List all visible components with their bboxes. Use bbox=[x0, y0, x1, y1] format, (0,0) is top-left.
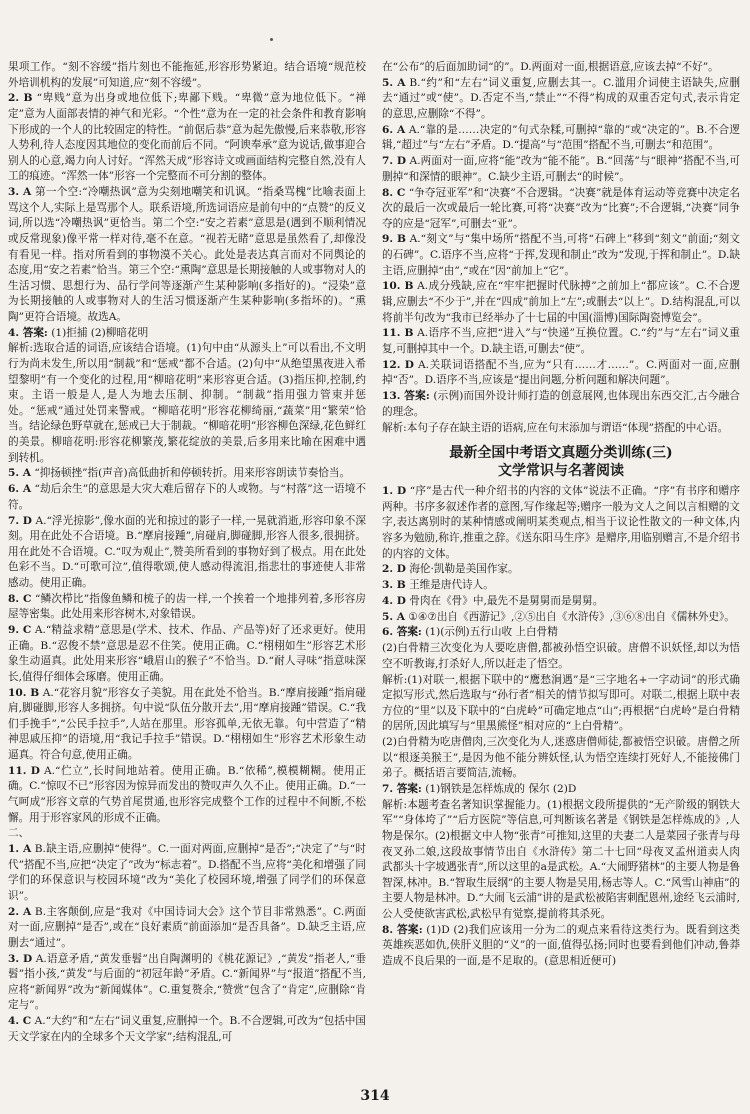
question-number: 2. B bbox=[8, 92, 33, 105]
right-column-top bbox=[382, 60, 740, 436]
answer-paragraph bbox=[382, 625, 740, 641]
answer-paragraph bbox=[382, 735, 740, 782]
question-number: 2. A bbox=[8, 905, 32, 918]
answer-text: (1)(示例)五行山收 上白骨精 bbox=[425, 626, 558, 639]
answer-paragraph bbox=[382, 279, 740, 326]
question-number: 9. C bbox=[8, 624, 32, 637]
answer-text: “序”是古代一种介绍书的内容的文体”说法不正确。“序”有书序和赠序两种。书序多叙述作者的意图,写作缘起等;赠序一般为文人之间以言相赠的文字,表达离别时的某种情感或阐明某类观点,相当于议论性散文的一种文体,内容多为勉励,称许,推重之辞。《送东阳马生序》是赠序,用临别赠言,不是介绍书的内容的文体。 bbox=[382, 485, 740, 560]
question-number: 6. A bbox=[8, 483, 32, 496]
right-column bbox=[382, 60, 740, 970]
answer-text: A.“大约”和“左右”词义重复,应删掉一个。B.不合逻辑,可改为“包括中国天文学家在内的全球多个天文学家”;结构混乱,可 bbox=[8, 1015, 366, 1043]
answer-paragraph bbox=[8, 905, 366, 952]
answer-paragraph bbox=[382, 594, 740, 610]
answer-paragraph bbox=[8, 326, 366, 342]
answer-text: 解析:(1)对联一,根据下联中的“鹰愁涧遇”是“三字地名+一字动词”的形式确定拟写形式,然后选取与“孙行者”相关的情节拟写即可。对联二,根据上联中表方位的“里”以及下联中的“白虎岭”可确定地点“山”;再根据“白虎岭”是白骨精的居所,因此填写与“里黑熊怪”相对应的“上白骨精”。 bbox=[382, 673, 740, 733]
question-number: 7. D bbox=[8, 514, 32, 527]
answer-text: A.语序不当,应把“进入”与“快递”互换位置。C.“约”与“左右”词义重复,可删掉其中一个。D.缺主语,可删去“使”。 bbox=[382, 327, 740, 355]
answer-text: B.主客颠倒,应是“我对《中国诗词大会》这个节目非常熟悉”。C.两面对一面,应删掉“是否”,或在“良好素质”前面添加“是否具备”。D.缺乏主语,应删去“通过”。 bbox=[8, 905, 366, 949]
left-column bbox=[8, 60, 366, 1046]
answer-text: (2)白骨精为吃唐僧肉,三次变化为人,迷惑唐僧师徒,都被悟空识破。唐僧之所以“根逐美猴王”,是因为他不能分辨妖怪,认为悟空连续打死好人,不能接佛门弟子。概括语言要简洁,流畅。 bbox=[382, 736, 740, 780]
answer-paragraph bbox=[382, 421, 740, 437]
question-number: 7. D bbox=[382, 155, 407, 168]
answer-text: A.“花容月貌”形容女子美貌。用在此处不恰当。B.“摩肩接踵”指肩碰肩,脚碰脚,形容人多拥挤。句中说“队伍分散开去”,用“摩肩接踵”错误。C.“我们手挽手”,“公民手拉手”,人站在那里。形容孤单,无依无靠。句中营造了“精神思戚压抑”的语境,用“我记手拉手”错误。D.“栩栩如生”形容艺术形象生动逼真。符合句意,使用正确。 bbox=[8, 686, 366, 761]
answer-text: 在“公布”的后面加助词“的”。D.两面对一面,根据语意,应该去掉“不好”。 bbox=[382, 61, 719, 73]
answer-text: B.“约”和“左右”词义重复,应删去其一。C.滥用介词使主语缺失,应删去“通过”或“使”。D.否定不当,“禁止”“不得”构成的双重否定句式,表示肯定的意思,应删除“不得”。 bbox=[382, 76, 740, 120]
answer-text: “鳞次栉比”指像鱼鳞和梳子的齿一样,一个挨着一个地排列着,多形容房屋等密集。此处用来形容树木,对象错误。 bbox=[8, 592, 366, 621]
question-number: 7. 答案: bbox=[382, 783, 422, 796]
answer-paragraph bbox=[382, 154, 740, 185]
answer-text: (1)钢铁是怎样炼成的 保尔 (2)D bbox=[425, 783, 577, 796]
answer-paragraph bbox=[382, 389, 740, 420]
answer-paragraph bbox=[382, 186, 740, 233]
answer-paragraph bbox=[8, 592, 366, 623]
answer-text: “争夺冠亚军”和“决赛”不合逻辑。“决赛”就是体育运动等竞赛中决定名次的最后一次或最后一轮比赛,可将“决赛”改为“比赛”;不合逻辑,“决赛”同争夺的应是“冠军”,可删去“亚”。 bbox=[382, 186, 740, 230]
answer-text: A.“靠的是……决定的”句式杂糅,可删掉“靠的”或“决定的”。B.不合逻辑,“超过”与“左右”矛盾。D.“提高”与“范围”搭配不当,可删去“和范围”。 bbox=[382, 123, 740, 152]
answer-paragraph bbox=[382, 578, 740, 594]
answer-text: 海伦·凯勒是美国作家。 bbox=[409, 563, 519, 576]
answer-paragraph bbox=[382, 923, 740, 970]
answer-paragraph bbox=[382, 326, 740, 357]
answer-text: A.“精益求精”意思是(学术、技术、作品、产品等)好了还求更好。使用正确。B.“忍俊不禁”意思是忍不住笑。使用正确。C.“栩栩如生”形容艺术形象生动逼真。此处用来形容“峨眉山的猴子”不恰当。D.“耐人寻味”指意味深长,值得仔细体会琢磨。使用正确。 bbox=[8, 624, 366, 683]
question-number: 9. B bbox=[382, 233, 406, 246]
answer-paragraph bbox=[382, 232, 740, 279]
answer-text: B.缺主语,应删掉“使得”。C.一面对两面,应删掉“是否”;“决定了”与“时代”搭配不当,应把“决定了”改为“标志着”。D.搭配不当,应将“美化和增强了同学们的环保意识与校园环境”改为“美化了校园环境,增强了同学们的环保意识”。 bbox=[8, 843, 367, 902]
answer-text: ①④⑦出自《西游记》,②⑤出自《水浒传》,③⑥⑧出自《儒林外史》。 bbox=[408, 610, 735, 623]
question-number: 5. A bbox=[382, 610, 405, 623]
answer-paragraph bbox=[8, 842, 366, 904]
answer-text: A.“浮光掠影”,像水面的光和掠过的影子一样,一晃就消逝,形容印象不深刻。用在此处不合语境。B.“摩肩接踵”,肩碰肩,脚碰脚,形容人很多,很拥挤。用在此处不合语境。C.“叹为观止”,赞美所看到的事物好到了极点。用在此处色彩不当。D.“可歌可泣”,值得歌颂,使人感动得流泪,指悲壮的事迹使人非常感动。使用正确。 bbox=[8, 514, 366, 589]
answer-text: (1)拒捕 (2)柳暗花明 bbox=[51, 326, 149, 339]
answer-paragraph bbox=[8, 466, 366, 482]
answer-paragraph bbox=[8, 185, 366, 325]
answer-paragraph bbox=[8, 91, 366, 185]
question-number: 6. 答案: bbox=[382, 626, 422, 639]
answer-text: 王维是唐代诗人。 bbox=[409, 579, 494, 592]
answer-text: (示例)而国外设计师打造的创意展网,也体现出东西交汇,古今融合的理念。 bbox=[382, 390, 740, 418]
answer-text: 骨肉在《骨》中,最先不是舅舅而是舅舅。 bbox=[409, 594, 604, 607]
answer-paragraph bbox=[382, 484, 740, 562]
question-number: 13. 答案: bbox=[382, 390, 430, 403]
answer-text: 第一个空:“冷嘲热讽”意为尖刻地嘲笑和讥讽。“指桑骂槐”比喻表面上骂这个人,实际上是骂那个人。联系语境,所选词语应是前句中的“点赞”的反义词,所以选“冷嘲热讽”更恰当。第二个空:“安之若素”意思是(遇到不顺利情况或反常现象)像平常一样对待,毫不在意。“视若无睹”意思是虽然看了,却像没有看见一样。指对所看到的事物漠不关心。此处是表达真言而对不同舆论的态度,用“安之若素”恰当。第三个空:“熏陶”意思是长期接触的人或事物对人的生活习惯、思想行为、品行学问等逐渐产生某种影响(多指好的)。“浸染”意为长期接触的人或事物对人的生活习惯逐渐产生某种影响(多指坏的)。“熏陶”更符合语境。故选A。 bbox=[8, 186, 366, 323]
page-number: 314 bbox=[360, 1088, 390, 1104]
question-number: 8. C bbox=[8, 592, 32, 605]
answer-text: A.“伫立”,长时间地站着。使用正确。B.“依稀”,模模糊糊。使用正确。C.“惊叹不已”形容因为惊异而发出的赞叹声久久不止。使用正确。D.“一气呵成”形容文章的气势首尾贯通,也形容完成整个工作的过程中不间断,不松懈。用于形容家风的形成不正确。 bbox=[8, 764, 366, 824]
answer-text: 果项工作。“刻不容缓”指片刻也不能拖延,形容形势紧迫。结合语境“规范校外培训机构的发展”可知道,应“刻不容缓”。 bbox=[8, 61, 366, 89]
answer-paragraph bbox=[8, 60, 366, 91]
answer-text: (2)白骨精三次变化为人要吃唐僧,都被孙悟空识破。唐僧不识妖怪,却以为悟空不听教诲,打杀好人,所以赶走了悟空。 bbox=[382, 642, 740, 670]
question-number: 5. A bbox=[8, 467, 31, 480]
answer-paragraph bbox=[8, 764, 366, 826]
answer-paragraph bbox=[382, 798, 740, 923]
question-number: 5. A bbox=[382, 76, 406, 89]
answer-paragraph bbox=[8, 1014, 366, 1045]
question-number: 8. 答案: bbox=[382, 923, 423, 936]
section-subtitle: 文学常识与名著阅读 bbox=[498, 463, 624, 480]
answer-paragraph bbox=[8, 482, 366, 513]
question-number: 3. A bbox=[8, 186, 32, 199]
answer-paragraph bbox=[382, 123, 740, 154]
answer-paragraph bbox=[8, 623, 366, 685]
question-number: 6. A bbox=[382, 123, 406, 136]
answer-paragraph bbox=[382, 782, 740, 798]
answer-text: 解析:选取合适的词语,应该结合语境。(1)句中由“从源头上”可以看出,不文明行为尚未发生,所以用“制裁”和“惩戒”都不合适。(2)句中“从绝望黑夜进入希望黎明”有一个变化的过程,用“柳暗花明”来形容更合适。(3)指压抑,控制,约束。主语一般是人,是人为地去压制、抑制。“制裁”指用强力管束并惩处。“惩戒”通过处罚来警戒。“柳暗花明”形容花柳绮丽,“蔬菜”用“繁荣”恰当。结论绿色野草就在,惩戒已大于制裁。“柳暗花明”形容柳色深绿,花色鲜红的美景。柳暗花明:形容花柳繁茂,繁花绽放的美景,后多用来比喻在困难中遇到转机。 bbox=[8, 342, 366, 464]
question-number: 4. 答案: bbox=[8, 326, 48, 339]
answer-paragraph bbox=[8, 514, 366, 592]
answer-paragraph bbox=[382, 641, 740, 672]
answer-text: “抑扬顿挫”指(声音)高低曲折和停顿转折。用来形容朗读节奏恰当。 bbox=[34, 467, 351, 480]
right-column-bottom bbox=[382, 484, 740, 969]
answer-text: 二、 bbox=[8, 827, 30, 840]
question-number: 11. D bbox=[8, 764, 40, 777]
answer-text: A.关联词语搭配不当,应为“只有……才……”。C.两面对一面,应删掉“否”。D.语序不当,应该是“提出问题,分析问题和解决问题”。 bbox=[382, 358, 740, 387]
answer-paragraph bbox=[382, 76, 740, 123]
question-number: 12. D bbox=[382, 358, 414, 371]
answer-text: “卑贱”意为出身或地位低下;卑鄙下贱。“卑微”意为地位低下。“禅定”意为人面部表情的神气和光彩。“个性”意为在一定的社会条件和教育影响下形成的一个人的比较固定的特性。“前倨后恭”意为起先傲慢,后来恭敬,形容人势利,待人态度因其地位的变化而前后不同。“阿谀奉承”意为说话,做事迎合别人的心意,竭力向人讨好。“浑然天成”形容诗文或画面结构完整自然,没有人工的痕迹。“浑然一体”形容一个完整而不可分割的整体。 bbox=[8, 92, 367, 183]
answer-text: A.两面对一面,应将“能”改为“能不能”。B.“回荡”与“眼神”搭配不当,可删掉“和深情的眼神”。C.缺少主语,可删去“的时候”。 bbox=[382, 155, 740, 183]
section-title: 最新全国中考语文真题分类训练(三) bbox=[449, 445, 673, 462]
answer-paragraph bbox=[382, 610, 740, 626]
question-number: 3. D bbox=[8, 952, 33, 965]
answer-text: A.语意矛盾,“黄发垂髫”出自陶渊明的《桃花源记》,“黄发”指老人,“垂髫”指小孩,“黄发”与后面的“初冠年龄”矛盾。C.“新闻界”与“报道”搭配不当,应将“新闻界”改为“新闻媒体”。C.重复赘余,“赞赏”包含了“肯定”,应删除“肯定与”。 bbox=[8, 952, 367, 1012]
scan-speck bbox=[270, 38, 273, 41]
question-number: 10. B bbox=[8, 686, 40, 699]
answer-text: 解析:本句子存在缺主语的语病,应在句末添加与谓语“体现”搭配的中心语。 bbox=[382, 421, 729, 434]
answer-paragraph bbox=[382, 673, 740, 735]
answer-paragraph bbox=[8, 952, 366, 1014]
answer-text: “劫后余生”的意思是大灾大难后留存下的人或物。与“村落”这一语境不符。 bbox=[8, 483, 366, 511]
question-number: 3. B bbox=[382, 579, 406, 592]
question-number: 1. D bbox=[382, 485, 407, 498]
answer-paragraph bbox=[382, 60, 740, 76]
answer-text: A.成分残缺,应在“牢牢把握时代脉搏”之前加上“都应该”。C.不合逻辑,应删去“不少于”,并在“四成”前加上“左”;或删去“以上”。D.结构混乱,可以将前半句改为“我市已经举办了十七届的中国(淄博)国际陶瓷博览会”。 bbox=[382, 280, 740, 324]
question-number: 11. B bbox=[382, 327, 414, 340]
question-number: 1. A bbox=[8, 843, 32, 856]
question-number: 4. D bbox=[382, 594, 406, 607]
answer-text: (1)D (2)我们应该用一分为二的观点来看待这类行为。既看到这类英雄疾恶如仇,侠肝义胆的“义”的一面,值得弘扬;同时也要看到他们冲动,鲁莽造成不良后果的一面,是不足取的。(意思相近便可) bbox=[382, 923, 740, 967]
answer-paragraph bbox=[382, 562, 740, 578]
answer-paragraph bbox=[8, 686, 366, 764]
question-number: 8. C bbox=[382, 186, 406, 199]
answer-paragraph bbox=[8, 341, 366, 466]
question-number: 10. B bbox=[382, 280, 414, 293]
question-number: 2. D bbox=[382, 563, 406, 576]
question-number: 4. C bbox=[8, 1015, 32, 1028]
answer-text: A.“刻文”与“集中场所”搭配不当,可将“石碑上”移到“刻文”前面;“刻文的石碑”。C.语序不当,应将“于挥,发现和制止”改为“发现,于挥和制止”。D.缺主语,应删掉“由”,“或在”因“前加上“它”。 bbox=[382, 233, 741, 277]
answer-text: 解析:本题考查名著知识掌握能力。(1)根据文段所提供的“无产阶级的钢铁大军”“身体垮了”“后方医院”等信息,可判断该名著是《钢铁是怎样炼成的》,人物是保尔。(2)根据文中人物“张青”可推知,这里的夫妻二人是菜园子张青与母夜叉孙二娘,这段故事情节出自《水浒传》第二十七回“母夜叉孟州道卖人肉 武都头十字坡遇张青”,所以这里的a是武松。A.“大闹野猪林”的主要人物是鲁智深,林冲。B.“智取生辰纲”的主要人物是吴用,杨志等人。C.“风雪山神庙”的主要人物是林冲。D.“大闹飞云浦”讲的是武松被陷害刺配恩州,途经飞云浦时,公人受使欲害武松,武松早有觉察,提前将其杀死。 bbox=[382, 798, 740, 921]
answer-paragraph bbox=[8, 826, 366, 842]
answer-paragraph bbox=[382, 358, 740, 389]
